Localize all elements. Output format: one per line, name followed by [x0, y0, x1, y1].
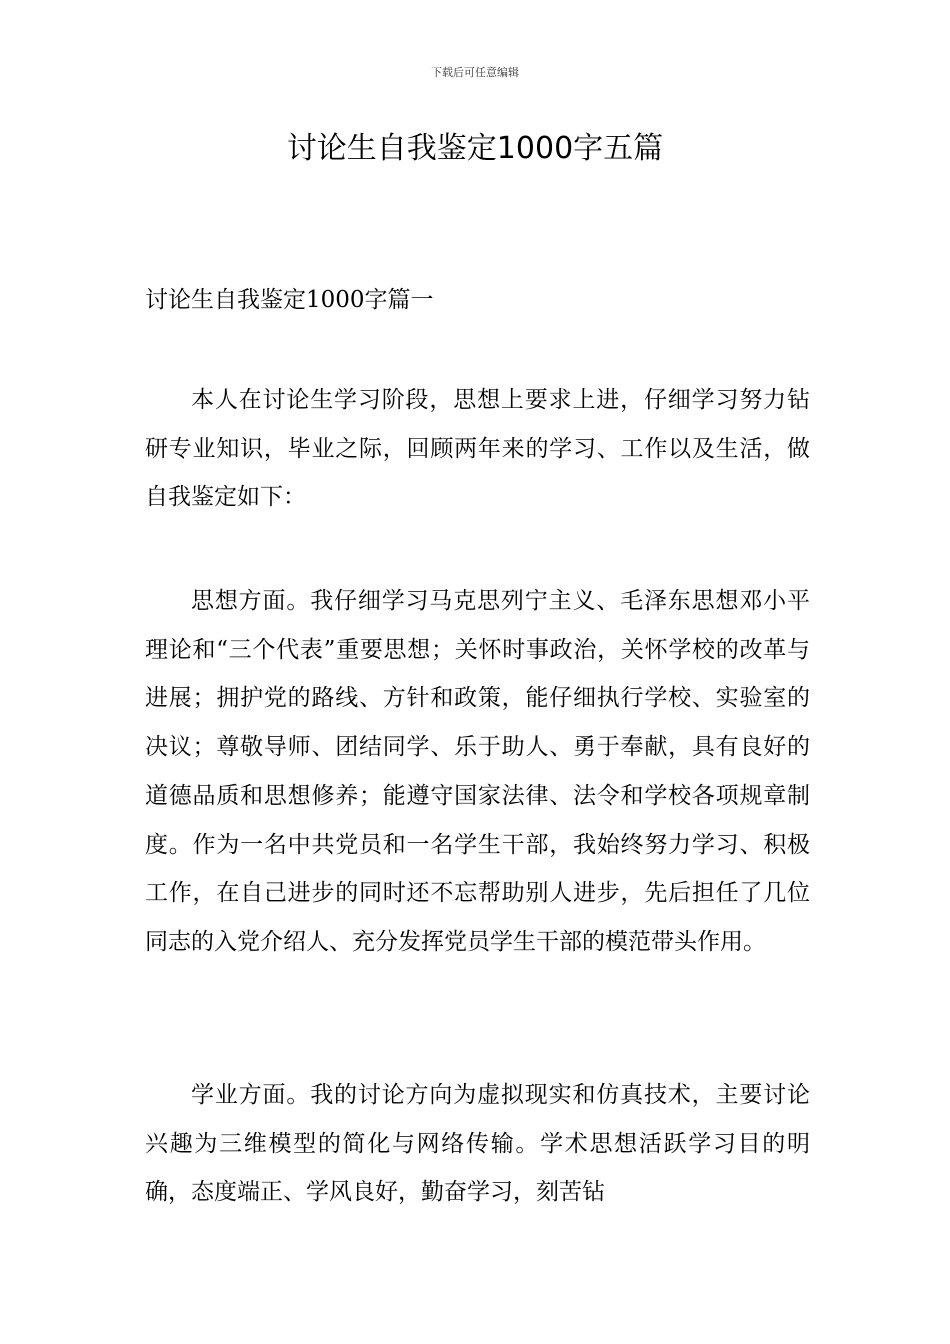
header-note: 下载后可任意编辑: [431, 66, 519, 79]
paragraph-intro: 本人在讨论生学习阶段，思想上要求上进，仔细学习努力钻研专业知识，毕业之际，回顾两年来的学习、工作以及生活，做自我鉴定如下：: [145, 387, 810, 511]
section-heading: 讨论生自我鉴定1000字篇一: [145, 287, 434, 313]
paragraph-academics: 学业方面。我的讨论方向为虚拟现实和仿真技术，主要讨论兴趣为三维模型的简化与网络传输。学术思想活跃学习目的明确，态度端正、学风良好，勤奋学习，刻苦钻: [145, 1082, 810, 1206]
document-title: 讨论生自我鉴定1000字五篇: [286, 131, 664, 166]
paragraph-ideology: 思想方面。我仔细学习马克思列宁主义、毛泽东思想邓小平理论和“三个代表”重要思想；关怀时事政治，关怀学校的改革与进展；拥护党的路线、方针和政策，能仔细执行学校、实验室的决议；尊敬导师、团结同学、乐于助人、勇于奉献，具有良好的道德品质和思想修养；能遵守国家法律、法令和学校各项规章制度。作为一名中共党员和一名学生干部，我始终努力学习、积极工作，在自己进步的同时还不忘帮助别人进步，先后担任了几位同志的入党介绍人、充分发挥党员学生干部的模范带头作用。: [145, 588, 810, 955]
